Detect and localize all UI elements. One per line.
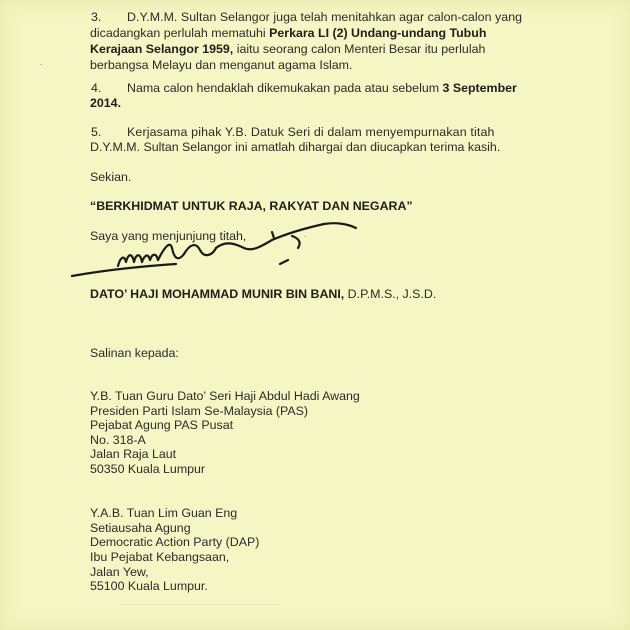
address-line: No. 318-A: [90, 433, 146, 447]
address-line: Democratic Action Party (DAP): [90, 535, 260, 549]
paragraph-line: Kerajaan Selangor 1959, iaitu seorang calon Menteri Besar itu perlulah: [90, 42, 486, 56]
scan-speck: [120, 604, 280, 605]
paragraph-line: D.Y.M.M. Sultan Selangor juga telah menitahkan agar calon-calon yang: [127, 10, 523, 24]
paragraph-line: dicadangkan perlulah mematuhi Perkara LI (2) Undang-undang Tubuh: [90, 26, 487, 40]
address-line: Y.A.B. Tuan Lim Guan Eng: [90, 506, 238, 520]
paragraph-line: Nama calon hendaklah dikemukakan pada atau sebelum 3 September: [127, 81, 517, 95]
sign-off: Saya yang menjunjung titah,: [90, 229, 247, 243]
handwritten-signature: [66, 218, 366, 288]
address-line: 50350 Kuala Lumpur: [90, 462, 206, 476]
motto: “BERKHIDMAT UNTUK RAJA, RAKYAT DAN NEGARA”: [90, 199, 413, 213]
closing-text: Sekian.: [90, 170, 132, 184]
address-line: Ibu Pejabat Kebangsaan,: [90, 550, 230, 564]
paragraph-number: 3.: [91, 10, 102, 24]
address-line: Jalan Raja Laut: [90, 447, 177, 461]
paragraph-line: berbangsa Melayu dan menganut agama Islam.: [90, 58, 353, 72]
address-line: 55100 Kuala Lumpur.: [90, 579, 208, 593]
cc-heading: Salinan kepada:: [90, 346, 179, 360]
address-line: Jalan Yew,: [90, 565, 149, 579]
scan-speck: [40, 64, 42, 65]
address-line: Pejabat Agung PAS Pusat: [90, 418, 234, 432]
paragraph-line: Kerjasama pihak Y.B. Datuk Seri di dalam menyempurnakan titah: [127, 125, 495, 139]
paragraph-line: 2014.: [90, 96, 122, 110]
paragraph-number: 5.: [91, 125, 102, 139]
scan-speck: [304, 236, 306, 237]
paragraph-line: D.Y.M.M. Sultan Selangor ini amatlah dihargai dan diucapkan terima kasih.: [90, 140, 501, 154]
address-line: Y.B. Tuan Guru Dato’ Seri Haji Abdul Hadi Awang: [90, 389, 360, 403]
signatory-name: DATO’ HAJI MOHAMMAD MUNIR BIN BANI, D.P.M.S., J.S.D.: [90, 287, 437, 301]
address-line: Setiausaha Agung: [90, 521, 191, 535]
address-line: Presiden Parti Islam Se-Malaysia (PAS): [90, 404, 309, 418]
paragraph-number: 4.: [91, 81, 102, 95]
